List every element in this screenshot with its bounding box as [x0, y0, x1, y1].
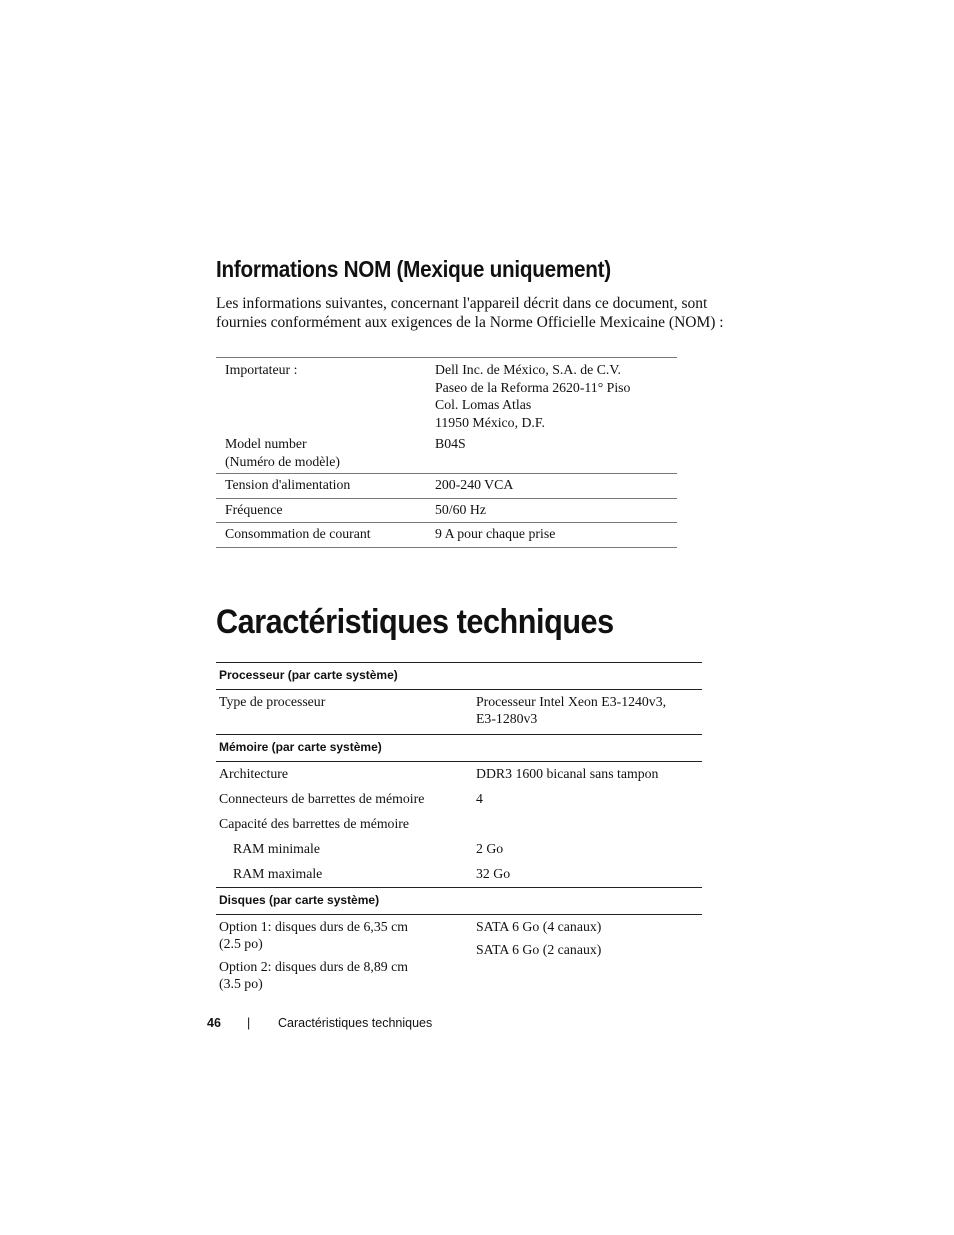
table-row — [216, 787, 702, 812]
memory-section-title: Mémoire (par carte système) — [216, 735, 702, 762]
processor-type-label: Type de processeur — [219, 694, 326, 709]
specs-table — [216, 662, 702, 998]
drives-section-title: Disques (par carte système) — [216, 888, 702, 915]
ram-min-value: 2 Go — [476, 841, 504, 856]
memory-connectors-value: 4 — [476, 791, 483, 806]
section-header-memory — [216, 735, 702, 762]
model-number-value: B04S — [435, 436, 466, 451]
table-row — [216, 498, 677, 523]
memory-connectors-label: Connecteurs de barrettes de mémoire — [219, 791, 425, 806]
section-header-drives — [216, 888, 702, 915]
table-row — [216, 915, 702, 999]
frequency-value: 50/60 Hz — [425, 498, 677, 523]
ram-max-value: 32 Go — [476, 866, 511, 881]
drive-option2-label: Option 2: disques durs de 8,89 cm (3.5 po) — [219, 959, 408, 991]
table-row — [216, 862, 702, 888]
drive-value-1: SATA 6 Go (4 canaux) — [476, 919, 602, 934]
architecture-value: DDR3 1600 bicanal sans tampon — [476, 766, 659, 781]
table-row — [216, 762, 702, 788]
footer-separator: | — [247, 1016, 251, 1030]
frequency-label: Fréquence — [216, 498, 425, 523]
nom-heading: Informations NOM (Mexique uniquement) — [216, 256, 611, 282]
drive-value-2: SATA 6 Go (2 canaux) — [476, 942, 602, 957]
nom-intro-paragraph: Les informations suivantes, concernant l'appareil décrit dans ce document, sont fournies conformément aux exigences de la Norme Officielle Mexicaine (NOM) : — [216, 295, 724, 331]
footer-title: Caractéristiques techniques — [278, 1016, 433, 1030]
voltage-value: 200-240 VCA — [425, 474, 677, 499]
table-row — [216, 358, 677, 432]
table-row — [216, 812, 702, 837]
table-row — [216, 431, 677, 474]
current-value: 9 A pour chaque prise — [425, 523, 677, 548]
section-header-processor — [216, 663, 702, 690]
processor-section-title: Processeur (par carte système) — [216, 663, 702, 690]
processor-type-value: Processeur Intel Xeon E3-1240v3, E3-1280v3 — [476, 694, 667, 726]
architecture-label: Architecture — [219, 766, 288, 781]
table-row — [216, 690, 702, 735]
table-row — [216, 474, 677, 499]
ram-max-label: RAM maximale — [233, 866, 323, 881]
memory-capacity-label: Capacité des barrettes de mémoire — [219, 816, 410, 831]
importer-label: Importateur : — [216, 358, 425, 432]
specs-heading: Caractéristiques techniques — [216, 603, 614, 641]
drive-option1-label: Option 1: disques durs de 6,35 cm (2.5 po) — [219, 919, 408, 951]
ram-min-label: RAM minimale — [233, 841, 320, 856]
table-row — [216, 837, 702, 862]
model-number-label: Model number (Numéro de modèle) — [225, 436, 340, 469]
current-label: Consommation de courant — [216, 523, 425, 548]
nom-info-table — [216, 357, 677, 548]
page-number: 46 — [207, 1016, 221, 1030]
voltage-label: Tension d'alimentation — [216, 474, 425, 499]
table-row — [216, 523, 677, 548]
importer-value: Dell Inc. de México, S.A. de C.V. Paseo de la Reforma 2620-11° Piso Col. Lomas Atlas 11950 México, D.F. — [425, 358, 677, 432]
